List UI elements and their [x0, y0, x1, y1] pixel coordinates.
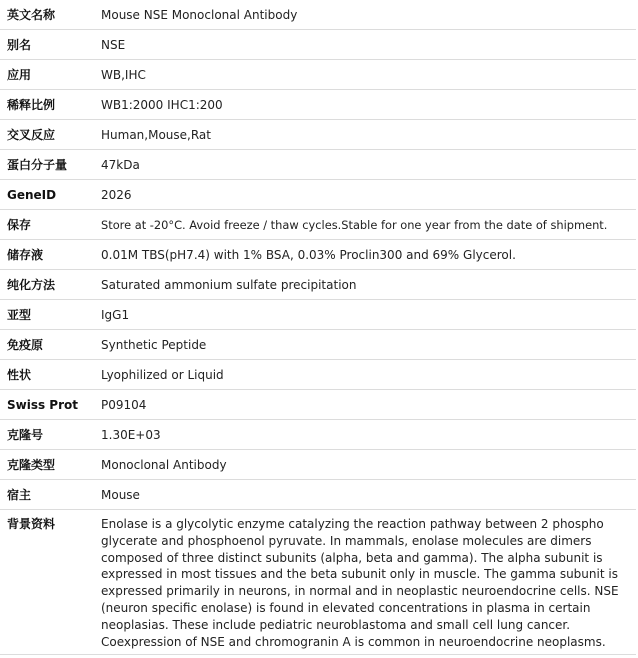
- spec-key: 纯化方法: [0, 270, 101, 300]
- spec-key: GeneID: [0, 180, 101, 210]
- spec-key: 储存液: [0, 240, 101, 270]
- spec-value: 47kDa: [101, 150, 636, 180]
- spec-key: 亚型: [0, 300, 101, 330]
- spec-value: WB1:2000 IHC1:200: [101, 90, 636, 120]
- spec-row-swiss-prot: [0, 390, 636, 420]
- spec-key: 背景资料: [0, 510, 101, 655]
- spec-row-isotype: [0, 300, 636, 330]
- spec-key: 稀释比例: [0, 90, 101, 120]
- spec-value: Monoclonal Antibody: [101, 450, 636, 480]
- spec-key: 交叉反应: [0, 120, 101, 150]
- spec-row-gene-id: [0, 180, 636, 210]
- spec-value: Store at -20°C. Avoid freeze / thaw cycles.Stable for one year from the date of shipment.: [101, 210, 636, 240]
- spec-row-alias: [0, 30, 636, 60]
- spec-value: 1.30E+03: [101, 420, 636, 450]
- spec-value: Mouse: [101, 480, 636, 510]
- spec-row-immunogen: [0, 330, 636, 360]
- spec-value: P09104: [101, 390, 636, 420]
- spec-key: 蛋白分子量: [0, 150, 101, 180]
- spec-key: 应用: [0, 60, 101, 90]
- spec-value: NSE: [101, 30, 636, 60]
- spec-row-english-name: [0, 0, 636, 30]
- spec-value: Synthetic Peptide: [101, 330, 636, 360]
- spec-row-clonality: [0, 450, 636, 480]
- spec-key: 克隆类型: [0, 450, 101, 480]
- spec-value: Mouse NSE Monoclonal Antibody: [101, 0, 636, 30]
- spec-key: 性状: [0, 360, 101, 390]
- spec-value: 2026: [101, 180, 636, 210]
- spec-key: 别名: [0, 30, 101, 60]
- spec-value: 0.01M TBS(pH7.4) with 1% BSA, 0.03% Proclin300 and 69% Glycerol.: [101, 240, 636, 270]
- spec-row-application: [0, 60, 636, 90]
- spec-value: Lyophilized or Liquid: [101, 360, 636, 390]
- spec-value: Saturated ammonium sulfate precipitation: [101, 270, 636, 300]
- spec-key: 克隆号: [0, 420, 101, 450]
- spec-row-molecular-weight: [0, 150, 636, 180]
- spec-key: 英文名称: [0, 0, 101, 30]
- spec-row-host: [0, 480, 636, 510]
- spec-row-storage-buffer: [0, 240, 636, 270]
- spec-row-form: [0, 360, 636, 390]
- spec-row-dilution: [0, 90, 636, 120]
- spec-row-reactivity: [0, 120, 636, 150]
- spec-value: WB,IHC: [101, 60, 636, 90]
- spec-row-purification: [0, 270, 636, 300]
- spec-value: Human,Mouse,Rat: [101, 120, 636, 150]
- spec-value-background: Enolase is a glycolytic enzyme catalyzing the reaction pathway between 2 phospho glycerate and phosphoenol pyruvate. In mammals, enolase molecules are dimers composed of three distinct subunits (alpha, beta and gamma). The alpha subunit is expressed in most tissues and the beta subunit only in muscle. The gamma subunit is expressed primarily in neurons, in normal and in neoplastic neuroendocrine cells. NSE (neuron specific enolase) is found in elevated concentrations in plasma in certain neoplasias. These include pediatric neuroblastoma and small cell lung cancer. Coexpression of NSE and chromogranin A is common in neuroendocrine neoplasms.: [101, 510, 636, 655]
- spec-row-background: [0, 510, 636, 655]
- spec-key: 宿主: [0, 480, 101, 510]
- spec-value: IgG1: [101, 300, 636, 330]
- spec-row-clone-number: [0, 420, 636, 450]
- spec-key: 免疫原: [0, 330, 101, 360]
- spec-key: 保存: [0, 210, 101, 240]
- spec-row-storage: [0, 210, 636, 240]
- spec-key: Swiss Prot: [0, 390, 101, 420]
